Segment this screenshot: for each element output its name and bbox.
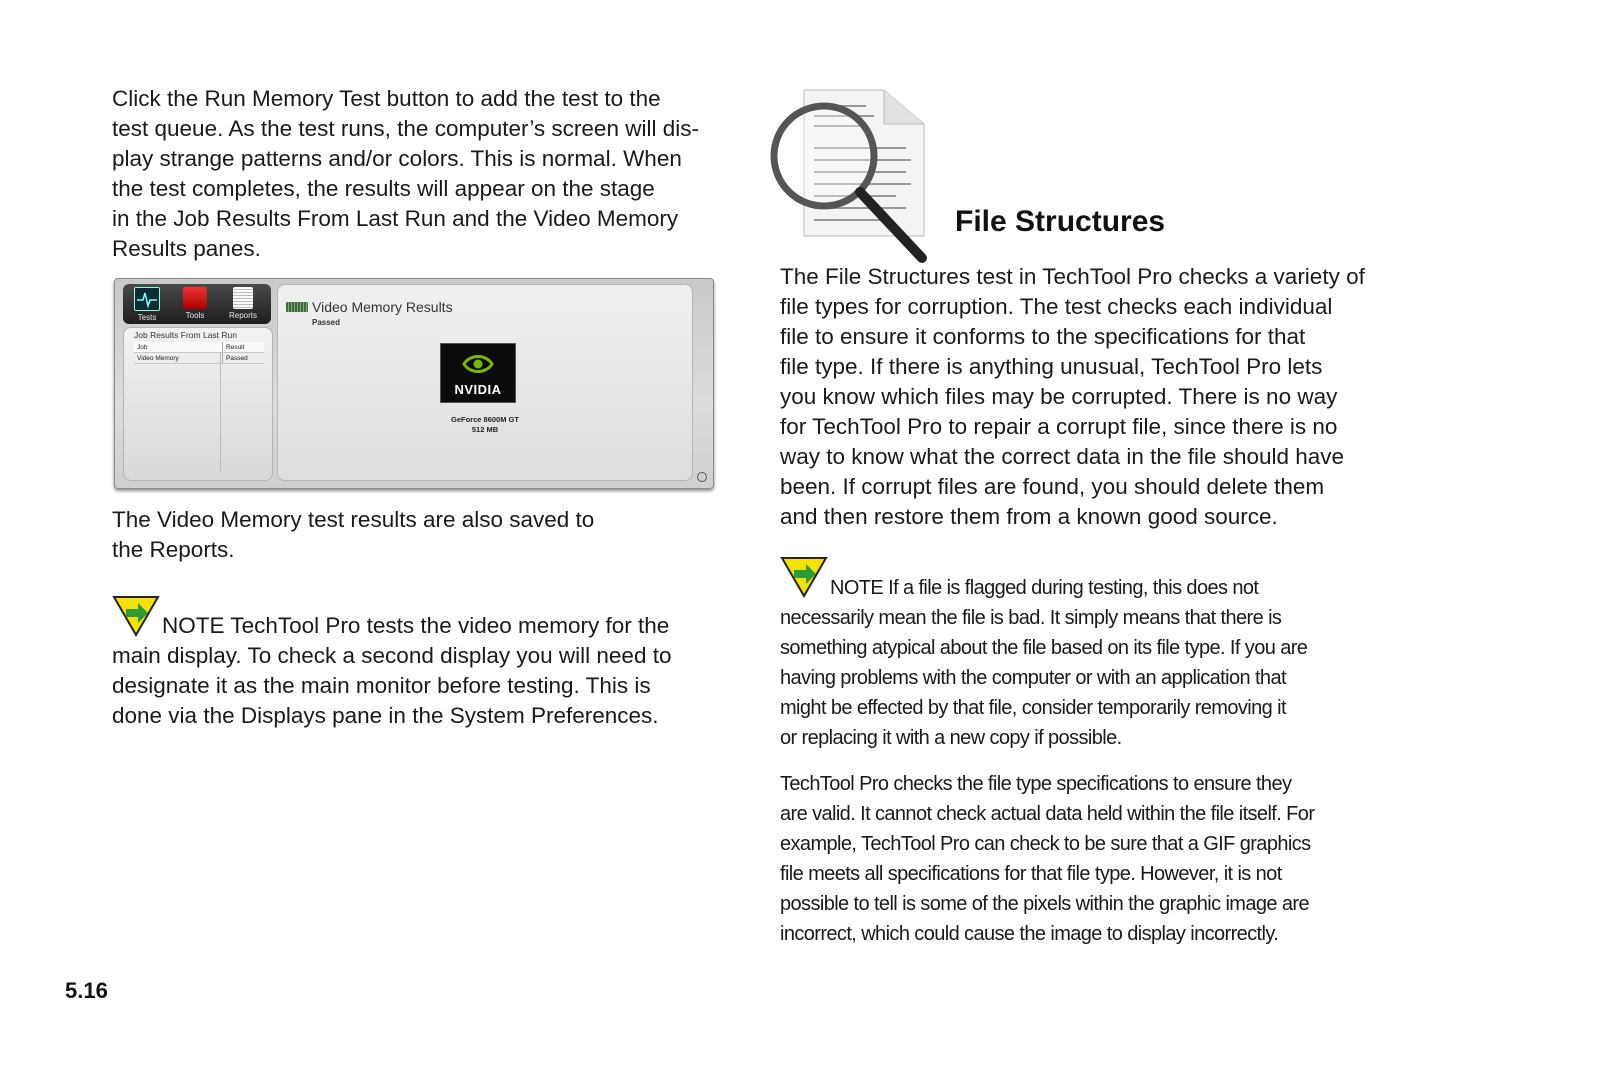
column-header: Job: [134, 342, 223, 353]
text-line: main display. To check a second display you will need to: [112, 643, 672, 668]
toolbar-label: Tools: [185, 311, 205, 320]
table-cell: Passed: [223, 353, 265, 364]
video-memory-results-screenshot: [114, 278, 714, 489]
table-row: [134, 353, 264, 364]
gpu-memory: 512 MB: [471, 425, 499, 434]
text-line: designate it as the main monitor before testing. This is: [112, 673, 651, 698]
toolbar-tools-button: [175, 287, 215, 323]
job-results-table: [134, 342, 264, 364]
text-line: [780, 556, 1390, 603]
text-line: the Reports.: [112, 537, 235, 562]
text-line: been. If corrupt files are found, you should delete them: [780, 474, 1325, 499]
text-line: file to ensure it conforms to the specifications for that: [780, 324, 1306, 349]
left-column-lower: [112, 505, 712, 731]
text-line: incorrect, which could cause the image to display incorrectly.: [780, 923, 1279, 945]
job-results-pane: [123, 327, 273, 481]
text-line: file type. If there is anything unusual, TechTool Pro lets: [780, 354, 1323, 379]
text-line: example, TechTool Pro can check to be sure that a GIF graphics: [780, 833, 1311, 855]
file-structures-paragraph: [780, 262, 1390, 532]
text-line: The File Structures test in TechTool Pro checks a variety of: [780, 264, 1365, 289]
toolbar-label: Tests: [137, 313, 157, 322]
text-line: and then restore them from a known good source.: [780, 504, 1278, 529]
left-column: [112, 84, 712, 264]
text-line: done via the Displays pane in the System Preferences.: [112, 703, 659, 728]
toolbar-tests-button: [127, 287, 167, 323]
note-triangle-icon: [780, 556, 828, 598]
pane-title: Video Memory Results: [312, 299, 453, 315]
toolbox-icon: [183, 287, 207, 309]
text-line: for TechTool Pro to repair a corrupt file, since there is no: [780, 414, 1338, 439]
note-text: NOTE TechTool Pro tests the video memory for the: [162, 613, 670, 638]
tests-icon: [134, 287, 160, 311]
text-line: or replacing it with a new copy if possible.: [780, 727, 1122, 749]
table-cell: Video Memory: [134, 353, 223, 364]
spec-paragraph: [780, 769, 1390, 949]
page-number: 5.16: [65, 978, 108, 1003]
note-text: NOTE If a file is flagged during testing, this does not: [830, 577, 1259, 599]
section-title: File Structures: [955, 205, 1166, 238]
video-memory-results-pane: [277, 284, 693, 481]
column-header: Result: [223, 342, 265, 353]
status-text: Passed: [312, 318, 341, 327]
table-header-row: [134, 342, 264, 353]
text-line: necessarily mean the file is bad. It simply means that there is: [780, 607, 1282, 629]
text-line: having problems with the computer or with an application that: [780, 667, 1286, 689]
text-line: the test completes, the results will appear on the stage: [112, 176, 655, 201]
text-line: something atypical about the file based on its file type. If you are: [780, 637, 1308, 659]
text-line: Results panes.: [112, 236, 261, 261]
text-line: Click the Run Memory Test button to add the test to the: [112, 86, 661, 111]
text-line: The Video Memory test results are also saved to: [112, 507, 595, 532]
techtool-toolbar: [123, 284, 271, 324]
toolbar-reports-button: [223, 287, 263, 323]
intro-paragraph: [112, 84, 712, 264]
note-paragraph-right: [780, 556, 1390, 753]
toolbar-label: Reports: [228, 311, 257, 320]
text-line: might be effected by that file, consider temporarily removing it: [780, 697, 1286, 719]
reports-icon: [233, 287, 253, 309]
note-paragraph-left: [112, 595, 712, 731]
nvidia-eye-icon: [462, 352, 494, 376]
text-line: are valid. It cannot check actual data held within the file itself. For: [780, 803, 1315, 825]
text-line: TechTool Pro checks the file type specifications to ensure they: [780, 773, 1292, 795]
memory-chip-icon: [286, 302, 308, 312]
gpu-name: GeForce 8600M GT: [451, 415, 519, 424]
text-line: file types for corruption. The test checks each individual: [780, 294, 1333, 319]
text-line: in the Job Results From Last Run and the Video Memory: [112, 206, 679, 231]
text-line: possible to tell is some of the pixels within the graphic image are: [780, 893, 1309, 915]
right-column: [780, 262, 1390, 949]
text-line: way to know what the correct data in the file should have: [780, 444, 1345, 469]
text-line: file meets all specifications for that file type. However, it is not: [780, 863, 1282, 885]
note-triangle-icon: [112, 595, 160, 637]
text-line: you know which files may be corrupted. There is no way: [780, 384, 1338, 409]
resize-icon: [697, 472, 707, 482]
nvidia-logo-icon: [440, 343, 516, 403]
reports-paragraph: [112, 505, 712, 565]
magnifier-document-icon: [766, 86, 934, 264]
pane-title: Job Results From Last Run: [134, 330, 237, 340]
text-line: play strange patterns and/or colors. This is normal. When: [112, 146, 682, 171]
logo-text: NVIDIA: [454, 382, 502, 397]
text-line: [112, 595, 712, 641]
column-divider: [220, 352, 221, 472]
text-line: test queue. As the test runs, the computer’s screen will dis-: [112, 116, 699, 141]
